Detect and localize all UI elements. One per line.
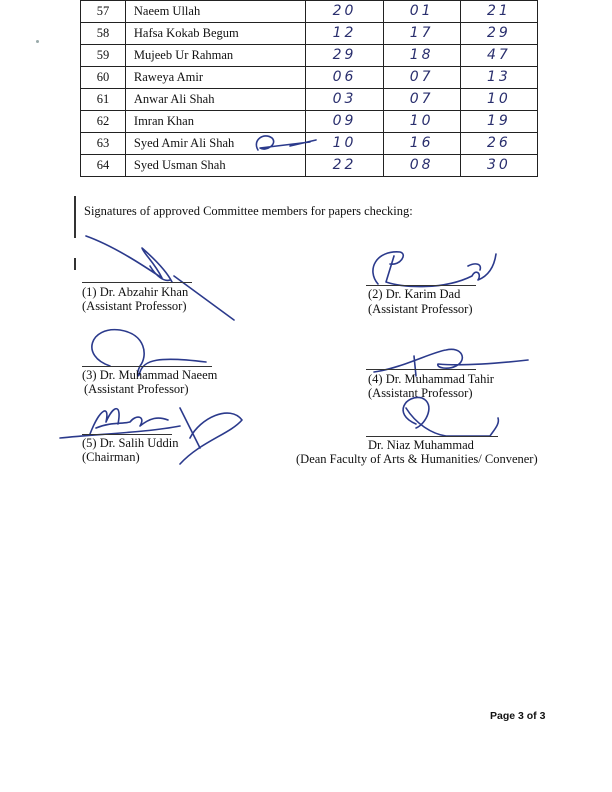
handwritten-total: 21 <box>460 1 537 23</box>
handwritten-total: 10 <box>460 89 537 111</box>
handwritten-mark: 01 <box>383 1 460 23</box>
scan-speck <box>36 40 39 43</box>
student-name: Raweya Amir <box>125 67 306 89</box>
handwritten-mark: 03 <box>306 89 383 111</box>
handwritten-mark: 07 <box>383 67 460 89</box>
student-name: Naeem Ullah <box>125 1 306 23</box>
member-role: (Chairman) <box>82 450 140 464</box>
table-row <box>81 45 538 67</box>
row-initial-scribble <box>250 128 320 158</box>
member-name: (4) Dr. Muhammad Tahir <box>368 372 494 386</box>
member-role: (Assistant Professor) <box>368 386 473 400</box>
serial-number: 61 <box>81 89 126 111</box>
student-name: Hafsa Kokab Begum <box>125 23 306 45</box>
margin-line <box>74 258 76 270</box>
serial-number: 62 <box>81 111 126 133</box>
serial-number: 57 <box>81 1 126 23</box>
handwritten-mark: 07 <box>383 89 460 111</box>
member-name: (2) Dr. Karim Dad <box>368 287 461 301</box>
handwritten-mark: 22 <box>306 155 383 177</box>
handwritten-mark: 17 <box>383 23 460 45</box>
signature-line <box>82 282 192 283</box>
student-name: Syed Amir Ali Shah <box>125 133 306 155</box>
serial-number: 63 <box>81 133 126 155</box>
serial-number: 64 <box>81 155 126 177</box>
handwritten-mark: 29 <box>306 45 383 67</box>
member-role: (Assistant Professor) <box>368 302 473 316</box>
handwritten-total: 26 <box>460 133 537 155</box>
member-name: (3) Dr. Muhammad Naeem <box>82 368 218 382</box>
serial-number: 58 <box>81 23 126 45</box>
handwritten-mark: 10 <box>383 111 460 133</box>
handwritten-mark: 12 <box>306 23 383 45</box>
student-name: Anwar Ali Shah <box>125 89 306 111</box>
handwritten-mark: 06 <box>306 67 383 89</box>
student-name: Mujeeb Ur Rahman <box>125 45 306 67</box>
handwritten-mark: 20 <box>306 1 383 23</box>
member-name: Dr. Niaz Muhammad <box>368 438 474 452</box>
table-row <box>81 1 538 23</box>
table-row <box>81 67 538 89</box>
member-name: (1) Dr. Abzahir Khan <box>82 285 189 299</box>
signature-line <box>82 366 212 367</box>
member-role: (Dean Faculty of Arts & Humanities/ Convener) <box>296 452 538 466</box>
serial-number: 60 <box>81 67 126 89</box>
margin-line <box>74 196 76 238</box>
signature-line <box>366 285 476 286</box>
member-role: (Assistant Professor) <box>84 382 189 396</box>
handwritten-mark: 09 <box>306 111 383 133</box>
signature-line <box>366 369 476 370</box>
handwritten-total: 19 <box>460 111 537 133</box>
signatures-heading: Signatures of approved Committee members for papers checking: <box>84 204 413 218</box>
handwritten-mark: 08 <box>383 155 460 177</box>
handwritten-total: 29 <box>460 23 537 45</box>
member-name: (5) Dr. Salih Uddin <box>82 436 179 450</box>
serial-number: 59 <box>81 45 126 67</box>
member-role: (Assistant Professor) <box>82 299 187 313</box>
signature-line <box>82 434 172 435</box>
signature-line <box>366 436 498 437</box>
handwritten-total: 30 <box>460 155 537 177</box>
handwritten-total: 13 <box>460 67 537 89</box>
student-name: Syed Usman Shah <box>125 155 306 177</box>
handwritten-mark: 16 <box>383 133 460 155</box>
handwritten-mark: 18 <box>383 45 460 67</box>
handwritten-total: 47 <box>460 45 537 67</box>
table-row <box>81 89 538 111</box>
page-number: Page 3 of 3 <box>490 710 546 722</box>
handwritten-mark: 10 <box>306 133 383 155</box>
table-row <box>81 23 538 45</box>
student-name: Imran Khan <box>125 111 306 133</box>
